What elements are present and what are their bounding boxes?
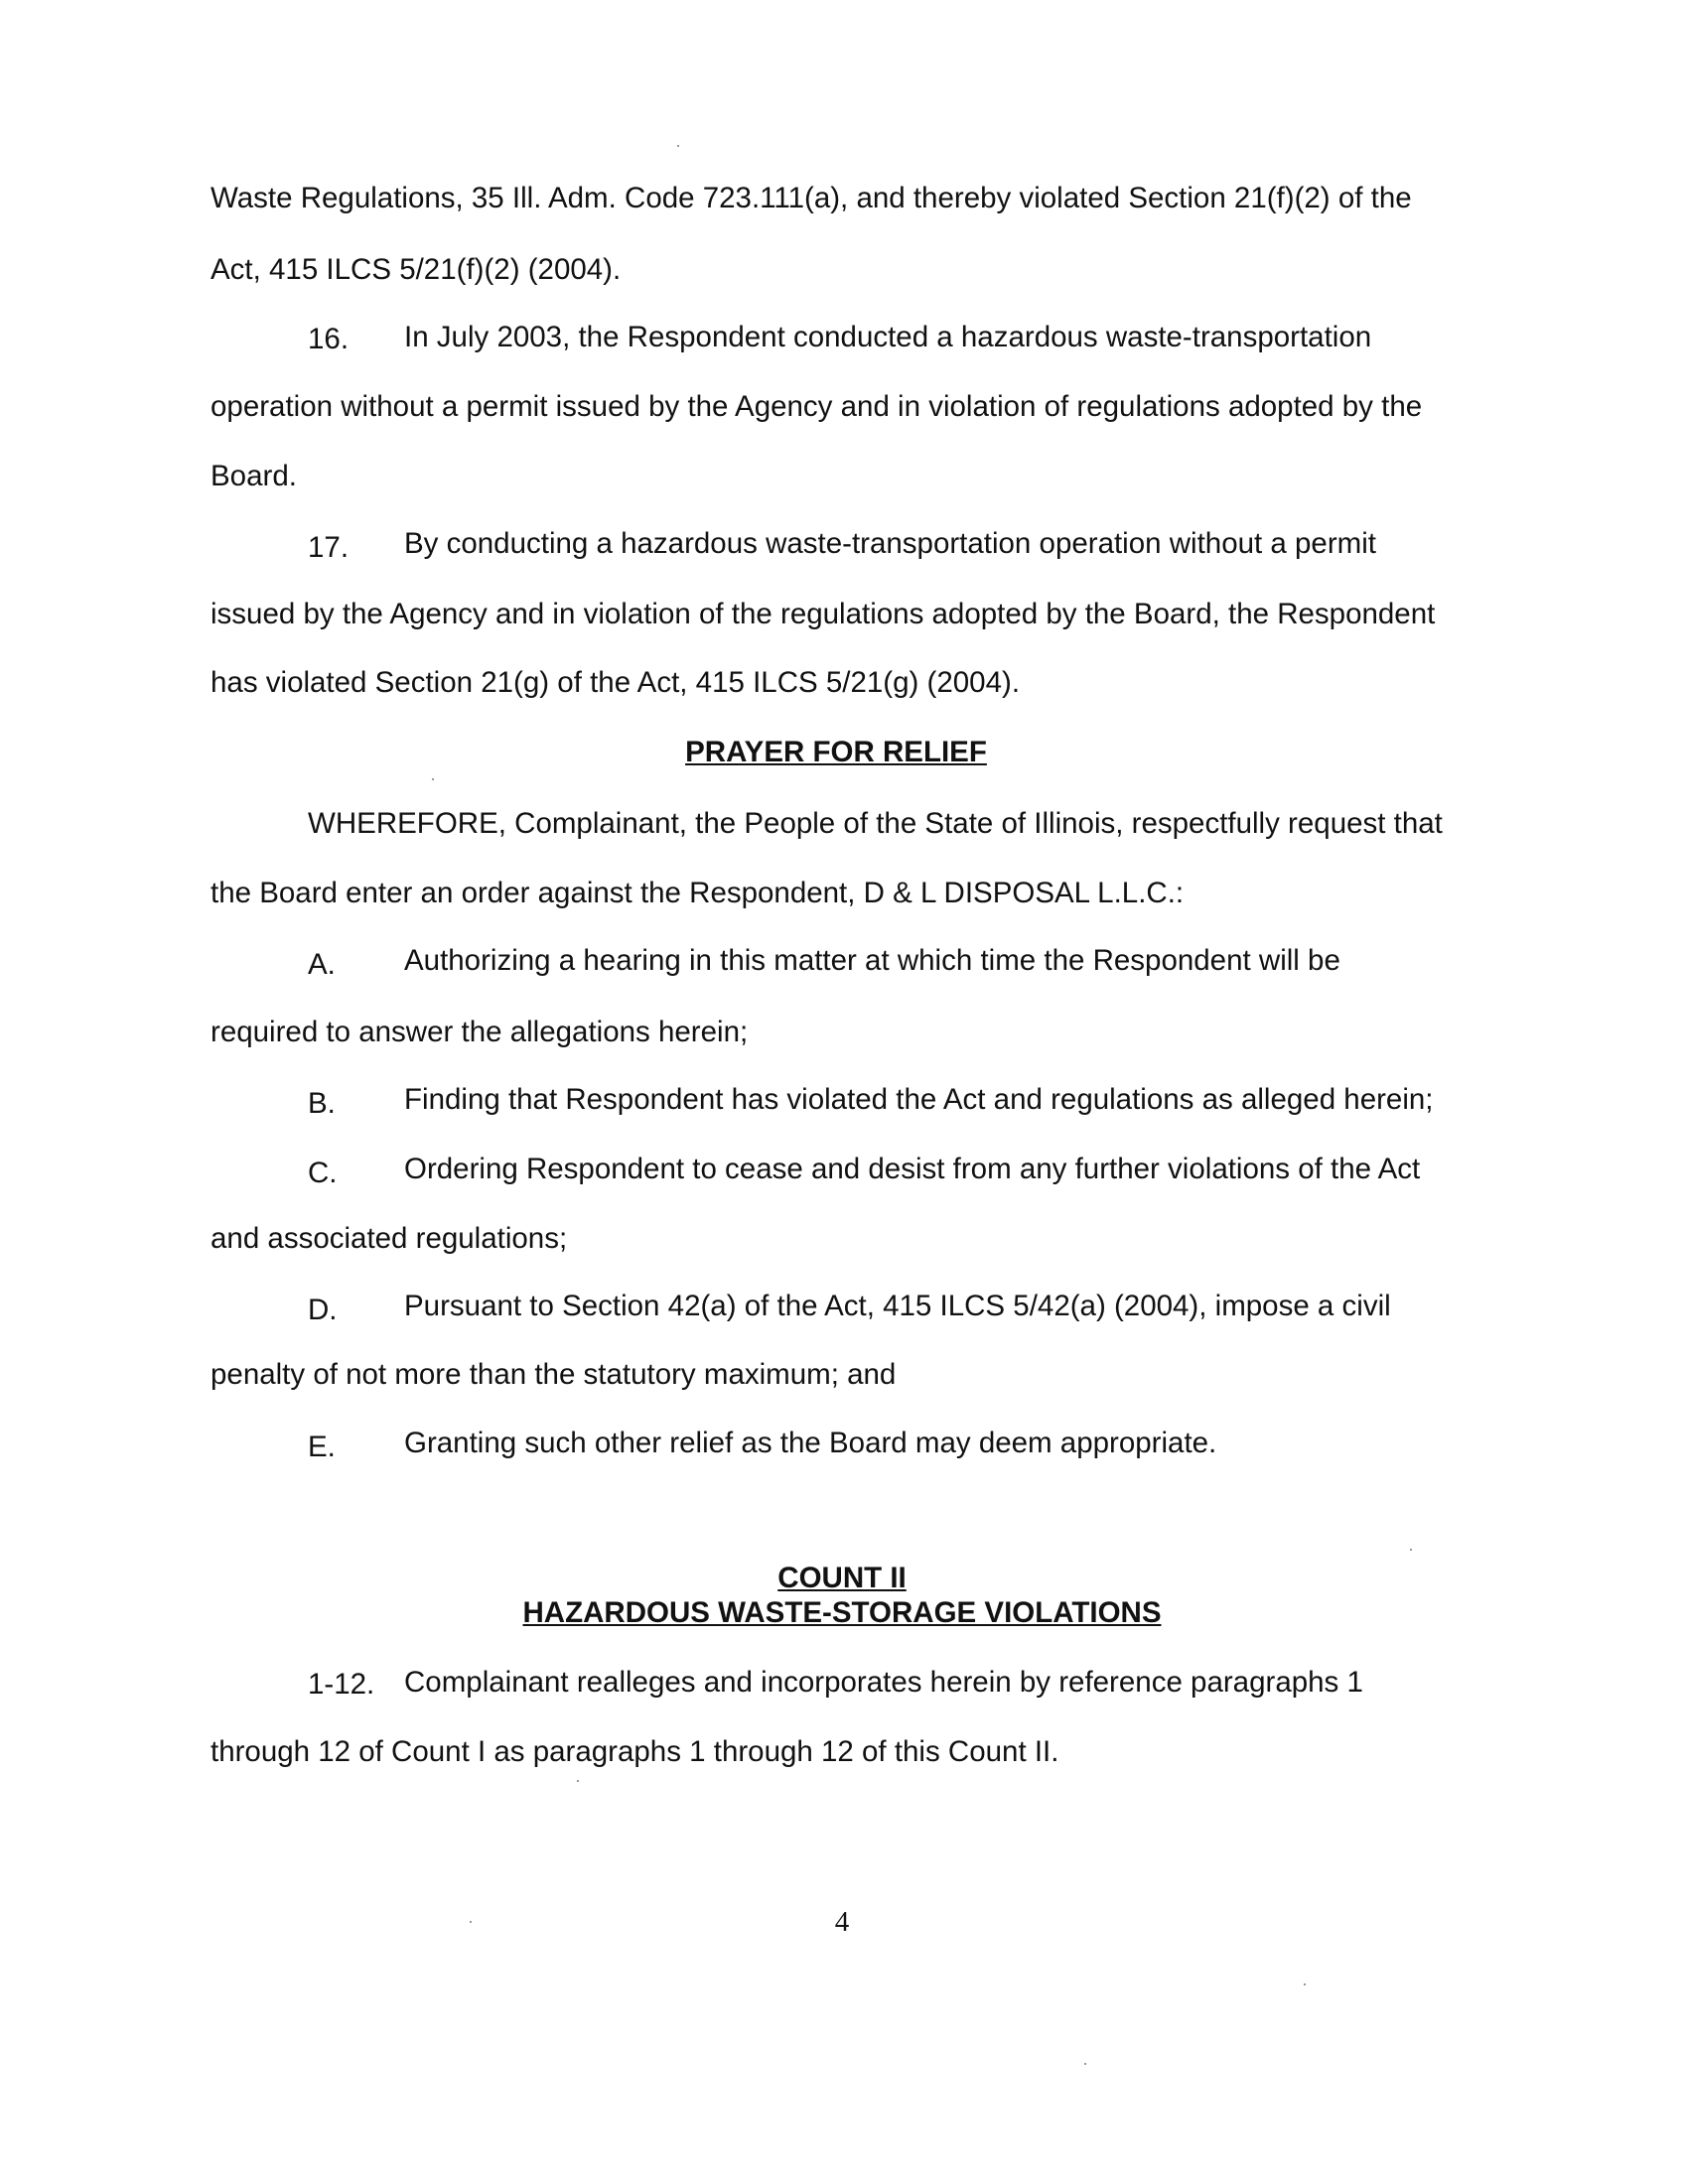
p1-12-number: 1-12. <box>308 1668 375 1701</box>
relief-c-line-1: Ordering Respondent to cease and desist from any further violations of the Act <box>404 1153 1421 1185</box>
relief-c-line-2: and associated regulations; <box>210 1222 568 1255</box>
relief-d-letter: D. <box>308 1294 338 1326</box>
p17-line-1: By conducting a hazardous waste-transportation operation without a permit <box>404 527 1376 560</box>
wherefore-line-2: the Board enter an order against the Respondent, D & L DISPOSAL L.L.C.: <box>210 877 1185 909</box>
relief-e-line-1: Granting such other relief as the Board may deem appropriate. <box>404 1427 1217 1459</box>
p17-line-2: issued by the Agency and in violation of the regulations adopted by the Board, the Respondent <box>210 598 1436 630</box>
relief-d-line-1: Pursuant to Section 42(a) of the Act, 415 ILCS 5/42(a) (2004), impose a civil <box>404 1290 1391 1322</box>
scan-speck <box>1410 1549 1412 1551</box>
p16-number: 16. <box>308 323 350 355</box>
prayer-for-relief-heading: PRAYER FOR RELIEF <box>685 736 987 768</box>
relief-c-letter: C. <box>308 1157 338 1189</box>
p15-line-1: Waste Regulations, 35 Ill. Adm. Code 723.111(a), and thereby violated Section 21(f)(2) of the <box>210 182 1412 214</box>
p1-12-line-1: Complainant realleges and incorporates herein by reference paragraphs 1 <box>404 1666 1363 1699</box>
relief-a-line-2: required to answer the allegations herein; <box>210 1016 749 1048</box>
p17-number: 17. <box>308 531 350 564</box>
p16-line-1: In July 2003, the Respondent conducted a hazardous waste-transportation <box>404 321 1372 353</box>
scan-speck <box>470 1921 472 1923</box>
p16-line-3: Board. <box>210 460 297 492</box>
relief-a-letter: A. <box>308 948 336 981</box>
count-ii-heading: COUNT II <box>777 1562 907 1594</box>
scan-speck <box>1084 2063 1086 2065</box>
p16-line-2: operation without a permit issued by the Agency and in violation of regulations adopted by the <box>210 390 1423 423</box>
relief-e-letter: E. <box>308 1431 336 1463</box>
scan-speck <box>432 778 434 780</box>
wherefore-line-1: WHEREFORE, Complainant, the People of the State of Illinois, respectfully request that <box>308 807 1443 840</box>
scan-speck <box>1304 1983 1306 1985</box>
scan-speck <box>577 1780 579 1782</box>
relief-b-letter: B. <box>308 1087 336 1120</box>
count-ii-subheading: HAZARDOUS WASTE-STORAGE VIOLATIONS <box>522 1596 1162 1629</box>
p1-12-line-2: through 12 of Count I as paragraphs 1 through 12 of this Count II. <box>210 1735 1059 1768</box>
relief-b-line-1: Finding that Respondent has violated the Act and regulations as alleged herein; <box>404 1083 1434 1116</box>
page-number: 4 <box>834 1906 850 1938</box>
p17-line-3: has violated Section 21(g) of the Act, 415 ILCS 5/21(g) (2004). <box>210 666 1021 699</box>
p15-line-2: Act, 415 ILCS 5/21(f)(2) (2004). <box>210 253 622 286</box>
scan-speck <box>677 145 679 147</box>
relief-d-line-2: penalty of not more than the statutory maximum; and <box>210 1358 897 1391</box>
relief-a-line-1: Authorizing a hearing in this matter at which time the Respondent will be <box>404 944 1340 977</box>
